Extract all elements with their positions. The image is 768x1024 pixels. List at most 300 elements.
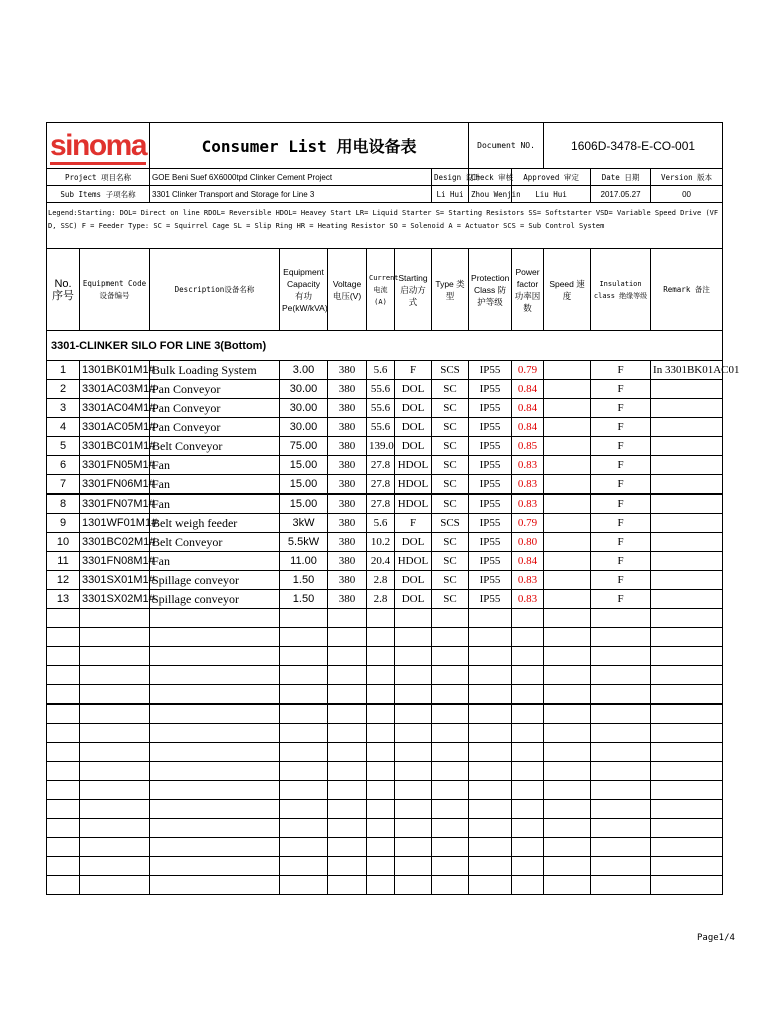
cell-equipment-code: 1301BK01M1#	[80, 361, 150, 380]
empty-row	[47, 647, 723, 666]
empty-cell	[47, 857, 80, 876]
empty-row	[47, 838, 723, 857]
empty-cell	[591, 628, 651, 647]
empty-cell	[328, 838, 367, 857]
empty-cell	[150, 743, 280, 762]
cell-insulation: F	[591, 380, 651, 399]
cell-starting: HDOL	[395, 475, 432, 495]
empty-cell	[544, 666, 591, 685]
empty-cell	[591, 800, 651, 819]
empty-cell	[591, 781, 651, 800]
cell-description: Belt weigh feeder	[150, 514, 280, 533]
empty-cell	[328, 685, 367, 705]
empty-cell	[544, 781, 591, 800]
cell-remark	[651, 418, 723, 437]
empty-cell	[80, 724, 150, 743]
cell-current: 27.8	[367, 494, 395, 514]
empty-cell	[432, 685, 469, 705]
cell-remark	[651, 571, 723, 590]
cell-equipment-code: 3301FN05M1#	[80, 456, 150, 475]
cell-current: 10.2	[367, 533, 395, 552]
empty-cell	[469, 666, 512, 685]
empty-cell	[150, 609, 280, 628]
empty-cell	[328, 704, 367, 724]
cell-current: 139.0	[367, 437, 395, 456]
empty-cell	[367, 743, 395, 762]
empty-cell	[512, 876, 544, 895]
cell-current: 5.6	[367, 361, 395, 380]
empty-cell	[512, 800, 544, 819]
cell-voltage: 380	[328, 456, 367, 475]
cell-starting: F	[395, 361, 432, 380]
cell-power-factor: 0.84	[512, 380, 544, 399]
empty-cell	[512, 704, 544, 724]
empty-cell	[512, 647, 544, 666]
cell-speed	[544, 533, 591, 552]
approved-label: Approved 审定	[512, 169, 591, 186]
project-label: Project 项目名称	[47, 169, 150, 186]
cell-no: 8	[47, 494, 80, 514]
empty-cell	[280, 628, 328, 647]
empty-cell	[80, 685, 150, 705]
cell-power-factor: 0.84	[512, 552, 544, 571]
empty-cell	[47, 628, 80, 647]
cell-insulation: F	[591, 590, 651, 609]
cell-speed	[544, 380, 591, 399]
empty-cell	[80, 647, 150, 666]
cell-protection: IP55	[469, 418, 512, 437]
cell-remark	[651, 514, 723, 533]
cell-insulation: F	[591, 399, 651, 418]
col-type: Type 类型	[432, 249, 469, 331]
empty-cell	[469, 781, 512, 800]
empty-cell	[47, 781, 80, 800]
empty-cell	[367, 838, 395, 857]
cell-capacity: 3.00	[280, 361, 328, 380]
empty-cell	[395, 628, 432, 647]
cell-capacity: 3kW	[280, 514, 328, 533]
cell-insulation: F	[591, 418, 651, 437]
empty-row	[47, 609, 723, 628]
empty-cell	[328, 628, 367, 647]
cell-remark	[651, 494, 723, 514]
cell-protection: IP55	[469, 533, 512, 552]
cell-starting: DOL	[395, 533, 432, 552]
empty-cell	[367, 724, 395, 743]
empty-cell	[80, 781, 150, 800]
empty-cell	[591, 647, 651, 666]
cell-type: SC	[432, 533, 469, 552]
empty-row	[47, 743, 723, 762]
empty-cell	[395, 743, 432, 762]
empty-cell	[395, 762, 432, 781]
sub-items-value: 3301 Clinker Transport and Storage for Line 3	[150, 186, 432, 203]
cell-description: Fan	[150, 494, 280, 514]
cell-equipment-code: 3301AC03M1#	[80, 380, 150, 399]
empty-cell	[544, 762, 591, 781]
empty-cell	[591, 819, 651, 838]
table-row	[47, 494, 723, 514]
cell-protection: IP55	[469, 399, 512, 418]
cell-capacity: 75.00	[280, 437, 328, 456]
empty-cell	[432, 609, 469, 628]
cell-voltage: 380	[328, 380, 367, 399]
table-row	[47, 533, 723, 552]
cell-equipment-code: 3301AC05M1#	[80, 418, 150, 437]
cell-current: 55.6	[367, 418, 395, 437]
cell-capacity: 30.00	[280, 380, 328, 399]
empty-cell	[280, 838, 328, 857]
empty-cell	[591, 876, 651, 895]
empty-cell	[280, 857, 328, 876]
cell-no: 6	[47, 456, 80, 475]
empty-cell	[328, 724, 367, 743]
cell-description: Bulk Loading System	[150, 361, 280, 380]
cell-capacity: 15.00	[280, 494, 328, 514]
empty-cell	[47, 685, 80, 705]
empty-cell	[47, 647, 80, 666]
cell-insulation: F	[591, 533, 651, 552]
legend-text: Legend:Starting: DOL= Direct on line RDOL= Reversible HDOL= Heavey Start LR= Liquid Starter S= Starting Resistors SS= Softstarter VSD= Variable Speed Drive (VFD, SSC) F = Feeder Type: SC = Squirrel Cage SL = Slip Ring HR = Heating Resistor SO = Solenoid A = Actuator SCS = Sub Control System	[47, 203, 723, 249]
empty-cell	[80, 857, 150, 876]
cell-equipment-code: 3301FN06M1#	[80, 475, 150, 495]
empty-cell	[469, 609, 512, 628]
empty-cell	[469, 800, 512, 819]
empty-cell	[150, 762, 280, 781]
cell-remark	[651, 456, 723, 475]
cell-description: Belt Conveyor	[150, 437, 280, 456]
document-no-label: Document NO.	[469, 123, 544, 169]
project-value: GOE Beni Suef 6X6000tpd Clinker Cement Project	[150, 169, 432, 186]
empty-cell	[47, 704, 80, 724]
empty-cell	[469, 762, 512, 781]
empty-cell	[591, 762, 651, 781]
cell-protection: IP55	[469, 437, 512, 456]
empty-cell	[80, 762, 150, 781]
cell-description: Fan	[150, 552, 280, 571]
empty-cell	[651, 724, 723, 743]
cell-speed	[544, 571, 591, 590]
empty-cell	[395, 857, 432, 876]
document-no-value: 1606D-3478-E-CO-001	[544, 123, 723, 169]
empty-row	[47, 762, 723, 781]
cell-type: SC	[432, 571, 469, 590]
empty-cell	[280, 876, 328, 895]
col-speed: Speed 速度	[544, 249, 591, 331]
empty-cell	[328, 876, 367, 895]
empty-cell	[432, 781, 469, 800]
empty-cell	[395, 781, 432, 800]
cell-protection: IP55	[469, 456, 512, 475]
table-row	[47, 399, 723, 418]
empty-cell	[651, 838, 723, 857]
empty-cell	[544, 800, 591, 819]
empty-cell	[367, 685, 395, 705]
empty-cell	[280, 724, 328, 743]
cell-speed	[544, 456, 591, 475]
empty-cell	[395, 800, 432, 819]
empty-cell	[328, 781, 367, 800]
table-row	[47, 418, 723, 437]
empty-cell	[47, 666, 80, 685]
cell-insulation: F	[591, 456, 651, 475]
empty-cell	[395, 819, 432, 838]
cell-starting: HDOL	[395, 494, 432, 514]
empty-cell	[395, 876, 432, 895]
cell-capacity: 1.50	[280, 571, 328, 590]
cell-protection: IP55	[469, 361, 512, 380]
empty-cell	[80, 876, 150, 895]
cell-power-factor: 0.80	[512, 533, 544, 552]
table-row	[47, 571, 723, 590]
empty-cell	[432, 743, 469, 762]
cell-speed	[544, 552, 591, 571]
cell-voltage: 380	[328, 418, 367, 437]
empty-row	[47, 819, 723, 838]
cell-starting: DOL	[395, 437, 432, 456]
cell-no: 5	[47, 437, 80, 456]
cell-remark	[651, 475, 723, 495]
cell-speed	[544, 399, 591, 418]
empty-row	[47, 666, 723, 685]
cell-type: SC	[432, 590, 469, 609]
empty-cell	[512, 857, 544, 876]
empty-row	[47, 800, 723, 819]
cell-no: 2	[47, 380, 80, 399]
empty-cell	[432, 876, 469, 895]
cell-description: Belt Conveyor	[150, 533, 280, 552]
empty-cell	[395, 609, 432, 628]
empty-cell	[651, 876, 723, 895]
empty-cell	[80, 666, 150, 685]
cell-equipment-code: 3301FN08M1#	[80, 552, 150, 571]
cell-speed	[544, 437, 591, 456]
empty-cell	[469, 838, 512, 857]
empty-cell	[367, 647, 395, 666]
empty-cell	[395, 724, 432, 743]
cell-power-factor: 0.79	[512, 514, 544, 533]
cell-remark	[651, 590, 723, 609]
empty-cell	[150, 819, 280, 838]
empty-cell	[367, 857, 395, 876]
table-row	[47, 456, 723, 475]
empty-cell	[47, 609, 80, 628]
cell-type: SC	[432, 456, 469, 475]
cell-current: 2.8	[367, 571, 395, 590]
cell-description: Pan Conveyor	[150, 418, 280, 437]
cell-power-factor: 0.83	[512, 494, 544, 514]
cell-insulation: F	[591, 494, 651, 514]
empty-cell	[544, 857, 591, 876]
cell-protection: IP55	[469, 514, 512, 533]
cell-voltage: 380	[328, 590, 367, 609]
empty-cell	[591, 743, 651, 762]
empty-cell	[367, 628, 395, 647]
empty-cell	[328, 647, 367, 666]
cell-voltage: 380	[328, 399, 367, 418]
cell-remark	[651, 380, 723, 399]
cell-power-factor: 0.85	[512, 437, 544, 456]
cell-capacity: 5.5kW	[280, 533, 328, 552]
empty-cell	[280, 762, 328, 781]
empty-cell	[544, 743, 591, 762]
cell-power-factor: 0.83	[512, 456, 544, 475]
cell-starting: DOL	[395, 399, 432, 418]
empty-cell	[80, 743, 150, 762]
empty-cell	[651, 685, 723, 705]
empty-row	[47, 857, 723, 876]
empty-cell	[150, 647, 280, 666]
empty-cell	[651, 743, 723, 762]
empty-row	[47, 724, 723, 743]
cell-type: SCS	[432, 361, 469, 380]
cell-starting: F	[395, 514, 432, 533]
cell-insulation: F	[591, 571, 651, 590]
empty-cell	[367, 666, 395, 685]
empty-cell	[367, 762, 395, 781]
empty-cell	[150, 838, 280, 857]
cell-insulation: F	[591, 552, 651, 571]
empty-cell	[651, 819, 723, 838]
cell-type: SC	[432, 437, 469, 456]
sub-items-label: Sub Items 子项名称	[47, 186, 150, 203]
table-row	[47, 361, 723, 380]
empty-cell	[651, 704, 723, 724]
cell-voltage: 380	[328, 514, 367, 533]
table-row	[47, 380, 723, 399]
empty-cell	[651, 647, 723, 666]
empty-cell	[367, 781, 395, 800]
table-row	[47, 437, 723, 456]
empty-cell	[469, 819, 512, 838]
empty-cell	[280, 647, 328, 666]
cell-speed	[544, 590, 591, 609]
empty-cell	[47, 762, 80, 781]
empty-cell	[544, 685, 591, 705]
empty-cell	[469, 857, 512, 876]
empty-cell	[591, 857, 651, 876]
empty-cell	[544, 876, 591, 895]
empty-cell	[395, 704, 432, 724]
cell-description: Fan	[150, 475, 280, 495]
empty-cell	[512, 609, 544, 628]
cell-power-factor: 0.83	[512, 571, 544, 590]
document-title: Consumer List 用电设备表	[150, 123, 469, 169]
empty-cell	[150, 666, 280, 685]
cell-capacity: 15.00	[280, 475, 328, 495]
empty-cell	[80, 704, 150, 724]
empty-cell	[367, 876, 395, 895]
empty-cell	[469, 628, 512, 647]
empty-cell	[591, 838, 651, 857]
empty-cell	[150, 876, 280, 895]
cell-voltage: 380	[328, 552, 367, 571]
empty-cell	[280, 743, 328, 762]
version-label: Version 版本	[651, 169, 723, 186]
cell-speed	[544, 418, 591, 437]
empty-cell	[512, 743, 544, 762]
empty-cell	[469, 704, 512, 724]
cell-capacity: 15.00	[280, 456, 328, 475]
empty-cell	[651, 666, 723, 685]
empty-cell	[367, 819, 395, 838]
empty-cell	[469, 685, 512, 705]
cell-description: Pan Conveyor	[150, 380, 280, 399]
empty-cell	[512, 819, 544, 838]
cell-description: Spillage conveyor	[150, 571, 280, 590]
empty-cell	[280, 704, 328, 724]
cell-protection: IP55	[469, 571, 512, 590]
cell-capacity: 30.00	[280, 418, 328, 437]
col-remark: Remark 备注	[651, 249, 723, 331]
cell-type: SC	[432, 380, 469, 399]
cell-no: 13	[47, 590, 80, 609]
col-starting: Starting 启动方式	[395, 249, 432, 331]
date-label: Date 日期	[591, 169, 651, 186]
cell-no: 11	[47, 552, 80, 571]
empty-cell	[47, 743, 80, 762]
cell-starting: HDOL	[395, 552, 432, 571]
cell-protection: IP55	[469, 380, 512, 399]
cell-insulation: F	[591, 437, 651, 456]
empty-cell	[280, 800, 328, 819]
logo-cell	[47, 123, 150, 169]
empty-cell	[544, 704, 591, 724]
cell-voltage: 380	[328, 437, 367, 456]
empty-cell	[591, 685, 651, 705]
cell-type: SC	[432, 399, 469, 418]
empty-cell	[47, 838, 80, 857]
cell-capacity: 1.50	[280, 590, 328, 609]
empty-row	[47, 628, 723, 647]
cell-speed	[544, 514, 591, 533]
empty-cell	[47, 876, 80, 895]
table-row	[47, 552, 723, 571]
empty-cell	[651, 762, 723, 781]
cell-protection: IP55	[469, 475, 512, 495]
empty-cell	[280, 666, 328, 685]
empty-cell	[395, 685, 432, 705]
empty-cell	[80, 838, 150, 857]
empty-cell	[80, 609, 150, 628]
empty-cell	[150, 800, 280, 819]
design-value: Li Hui	[432, 186, 469, 203]
empty-cell	[591, 724, 651, 743]
empty-cell	[395, 838, 432, 857]
cell-no: 4	[47, 418, 80, 437]
empty-cell	[544, 838, 591, 857]
empty-cell	[544, 628, 591, 647]
version-value: 00	[651, 186, 723, 203]
cell-description: Spillage conveyor	[150, 590, 280, 609]
cell-voltage: 380	[328, 494, 367, 514]
cell-protection: IP55	[469, 552, 512, 571]
cell-starting: DOL	[395, 418, 432, 437]
col-current: Current 电流(A)	[367, 249, 395, 331]
cell-voltage: 380	[328, 475, 367, 495]
cell-power-factor: 0.83	[512, 590, 544, 609]
cell-speed	[544, 494, 591, 514]
empty-cell	[432, 838, 469, 857]
cell-equipment-code: 3301BC02M1#	[80, 533, 150, 552]
empty-cell	[280, 781, 328, 800]
empty-cell	[432, 647, 469, 666]
empty-cell	[591, 666, 651, 685]
empty-row	[47, 704, 723, 724]
table-row	[47, 590, 723, 609]
empty-cell	[512, 781, 544, 800]
cell-description: Pan Conveyor	[150, 399, 280, 418]
